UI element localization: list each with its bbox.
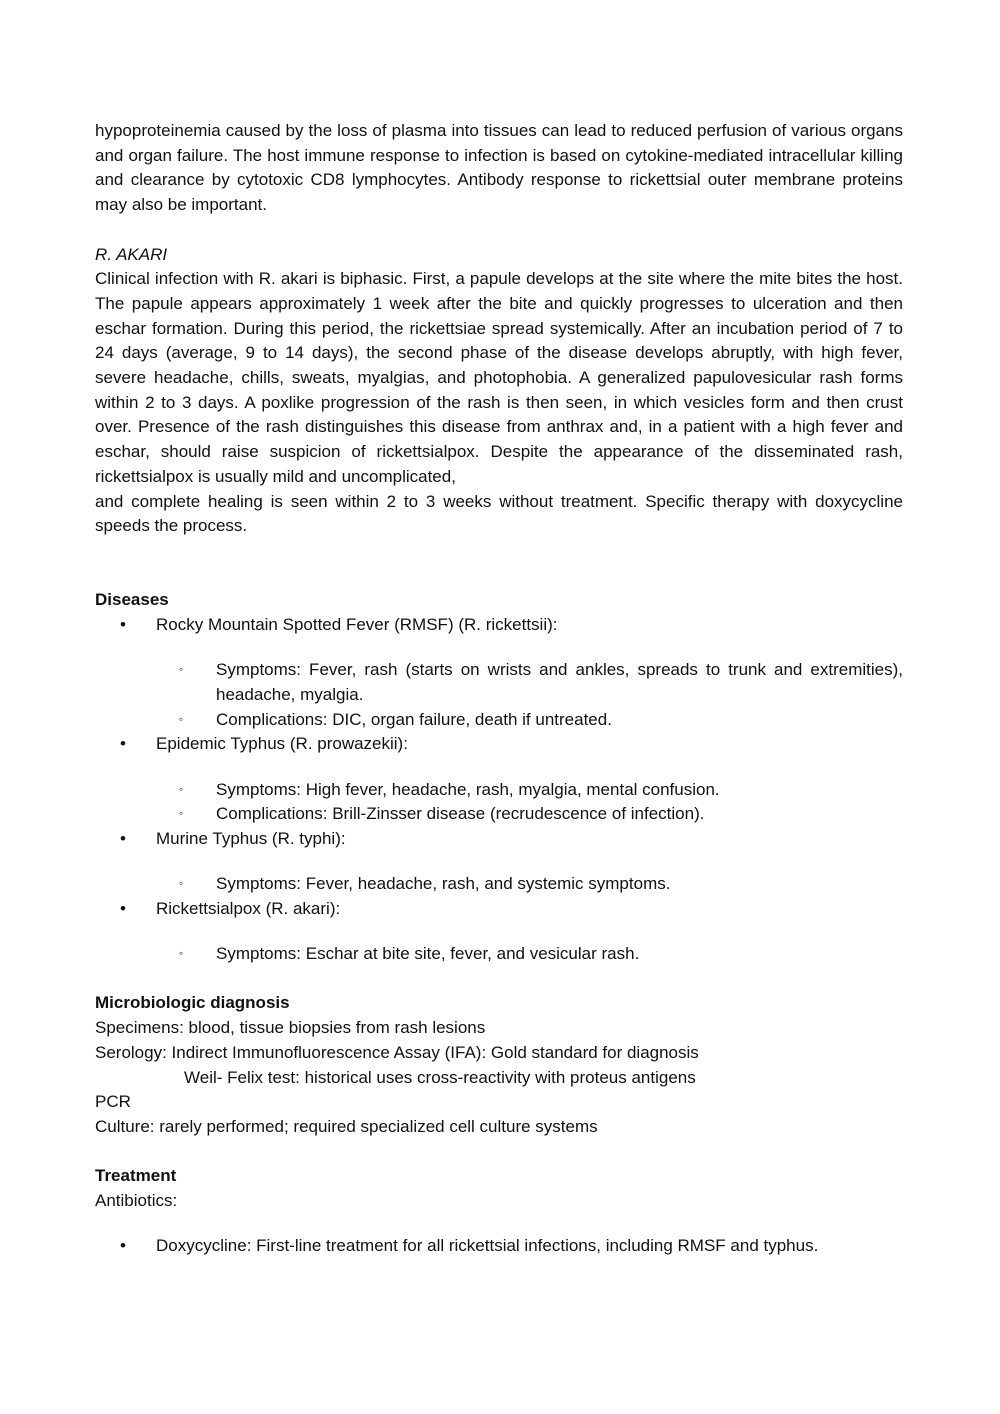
bullet-icon: •: [120, 615, 126, 635]
bullet-icon: •: [120, 1236, 126, 1256]
sub-bullet-icon: ◦: [178, 806, 184, 821]
list-item-label: Doxycycline: First-line treatment for all rickettsial infections, including RMSF and typhus.: [156, 1236, 819, 1256]
sub-list-item: [95, 658, 903, 707]
spacer: [95, 922, 903, 943]
spacer: [95, 1140, 903, 1165]
sub-list-item: [95, 708, 903, 733]
list-item-murine-typhus: [95, 827, 903, 852]
akari-paragraph-1: Clinical infection with R. akari is biphasic. First, a papule develops at the site where the mite bites the host. The papule appears approximately 1 week after the bite and quickly progresses to ulceration and then eschar formation. During this period, the rickettsiae spread systemically. After an incubation period of 7 to 24 days (average, 9 to 14 days), the second phase of the disease develops abruptly, with high fever, severe headache, chills, sweats, myalgias, and photophobia. A generalized papulovesicular rash forms within 2 to 3 days. A poxlike progression of the rash is then seen, in which vesicles form and then crust over. Presence of the rash distinguishes this disease from anthrax and, in a patient with a high fever and eschar, should raise suspicion of rickettsialpox. Despite the appearance of the disseminated rash, rickettsialpox is usually mild and uncomplicated,: [95, 269, 903, 486]
spacer: [95, 757, 903, 778]
diagnosis-serology: Serology: Indirect Immunofluorescence Assay (IFA): Gold standard for diagnosis: [95, 1042, 699, 1062]
list-item-label: Murine Typhus (R. typhi):: [156, 828, 346, 848]
spacer: [95, 1214, 903, 1235]
intro-paragraph: hypoproteinemia caused by the loss of plasma into tissues can lead to reduced perfusion of various organs and organ failure. The host immune response to infection is based on cytokine-mediated intracellular killing and clearance by cytotoxic CD8 lymphocytes. Antibody response to rickettsial outer membrane proteins may also be important.: [95, 121, 903, 215]
diagnosis-weil-felix: Weil- Felix test: historical uses cross-reactivity with proteus antigens: [184, 1067, 696, 1087]
diagnosis-specimens: Specimens: blood, tissue biopsies from rash lesions: [95, 1018, 486, 1038]
sub-list-text: Symptoms: Fever, headache, rash, and systemic symptoms.: [216, 874, 671, 894]
sub-bullet-icon: ◦: [178, 781, 184, 796]
sub-list-text: Complications: Brill-Zinsser disease (recrudescence of infection).: [216, 804, 705, 824]
bullet-icon: •: [120, 898, 126, 918]
akari-heading: R. AKARI: [95, 244, 168, 264]
sub-list-text: Symptoms: Eschar at bite site, fever, and vesicular rash.: [216, 944, 640, 964]
sub-list-item: [95, 778, 903, 803]
spacer: [95, 852, 903, 873]
diagnosis-pcr: PCR: [95, 1092, 131, 1112]
sub-bullet-icon: ◦: [178, 711, 184, 726]
treatment-heading: Treatment: [95, 1166, 177, 1186]
treatment-antibiotics: Antibiotics:: [95, 1191, 178, 1211]
list-item-doxycycline: [95, 1234, 903, 1259]
spacer: [95, 539, 903, 588]
list-item-label: Rocky Mountain Spotted Fever (RMSF) (R. rickettsii):: [156, 615, 558, 635]
bullet-icon: •: [120, 734, 126, 754]
document-page: [95, 119, 903, 1259]
sub-bullet-icon: ◦: [178, 876, 184, 891]
list-item-label: Epidemic Typhus (R. prowazekii):: [156, 734, 408, 754]
spacer: [95, 218, 903, 243]
diseases-heading: Diseases: [95, 590, 169, 610]
list-item-rmsf: [95, 613, 903, 638]
spacer: [95, 638, 903, 659]
sub-list-item: [95, 872, 903, 897]
bullet-icon: •: [120, 828, 126, 848]
spacer: [95, 967, 903, 992]
akari-paragraph-2: and complete healing is seen within 2 to 3 weeks without treatment. Specific therapy with doxycycline speeds the process.: [95, 491, 903, 536]
list-item-epidemic-typhus: [95, 732, 903, 757]
sub-list-item: [95, 802, 903, 827]
sub-bullet-icon: ◦: [178, 662, 184, 677]
diagnosis-heading: Microbiologic diagnosis: [95, 993, 290, 1013]
sub-list-text: Symptoms: Fever, rash (starts on wrists and ankles, spreads to trunk and extremities), headache, myalgia.: [216, 660, 903, 704]
list-item-rickettsialpox: [95, 897, 903, 922]
sub-list-text: Symptoms: High fever, headache, rash, myalgia, mental confusion.: [216, 779, 720, 799]
list-item-label: Rickettsialpox (R. akari):: [156, 898, 341, 918]
sub-list-text: Complications: DIC, organ failure, death if untreated.: [216, 709, 612, 729]
diagnosis-culture: Culture: rarely performed; required specialized cell culture systems: [95, 1116, 598, 1136]
sub-bullet-icon: ◦: [178, 946, 184, 961]
sub-list-item: [95, 942, 903, 967]
